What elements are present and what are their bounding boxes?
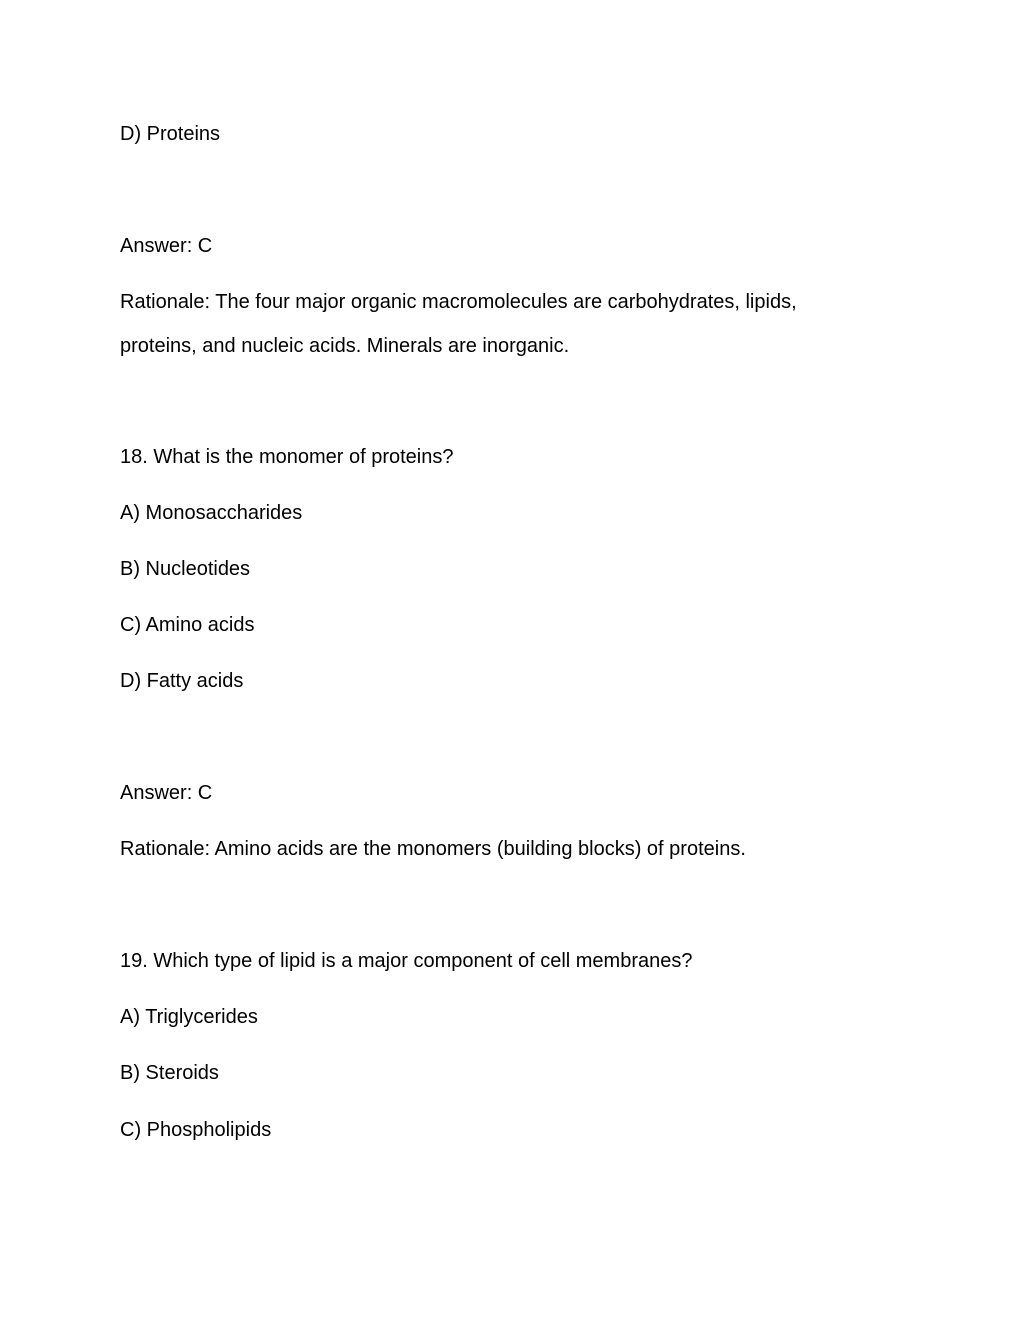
q18-option-b: B) Nucleotides	[120, 558, 251, 580]
q17-rationale-line2: proteins, and nucleic acids. Minerals are inorganic.	[120, 335, 570, 357]
q18-rationale: Rationale: Amino acids are the monomers (building blocks) of proteins.	[120, 838, 746, 860]
q19-option-b: B) Steroids	[120, 1062, 219, 1084]
q18-option-a: A) Monosaccharides	[120, 502, 303, 524]
q19-option-a: A) Triglycerides	[120, 1006, 258, 1028]
q19-option-c: C) Phospholipids	[120, 1119, 272, 1141]
q18-option-d: D) Fatty acids	[120, 670, 244, 692]
q17-rationale-line1: Rationale: The four major organic macromolecules are carbohydrates, lipids,	[120, 291, 797, 313]
q19-question: 19. Which type of lipid is a major component of cell membranes?	[120, 950, 693, 972]
q18-question: 18. What is the monomer of proteins?	[120, 446, 454, 468]
q18-option-c: C) Amino acids	[120, 614, 255, 636]
q17-option-d: D) Proteins	[120, 123, 221, 145]
q18-answer: Answer: C	[120, 782, 213, 804]
q17-answer: Answer: C	[120, 235, 213, 257]
